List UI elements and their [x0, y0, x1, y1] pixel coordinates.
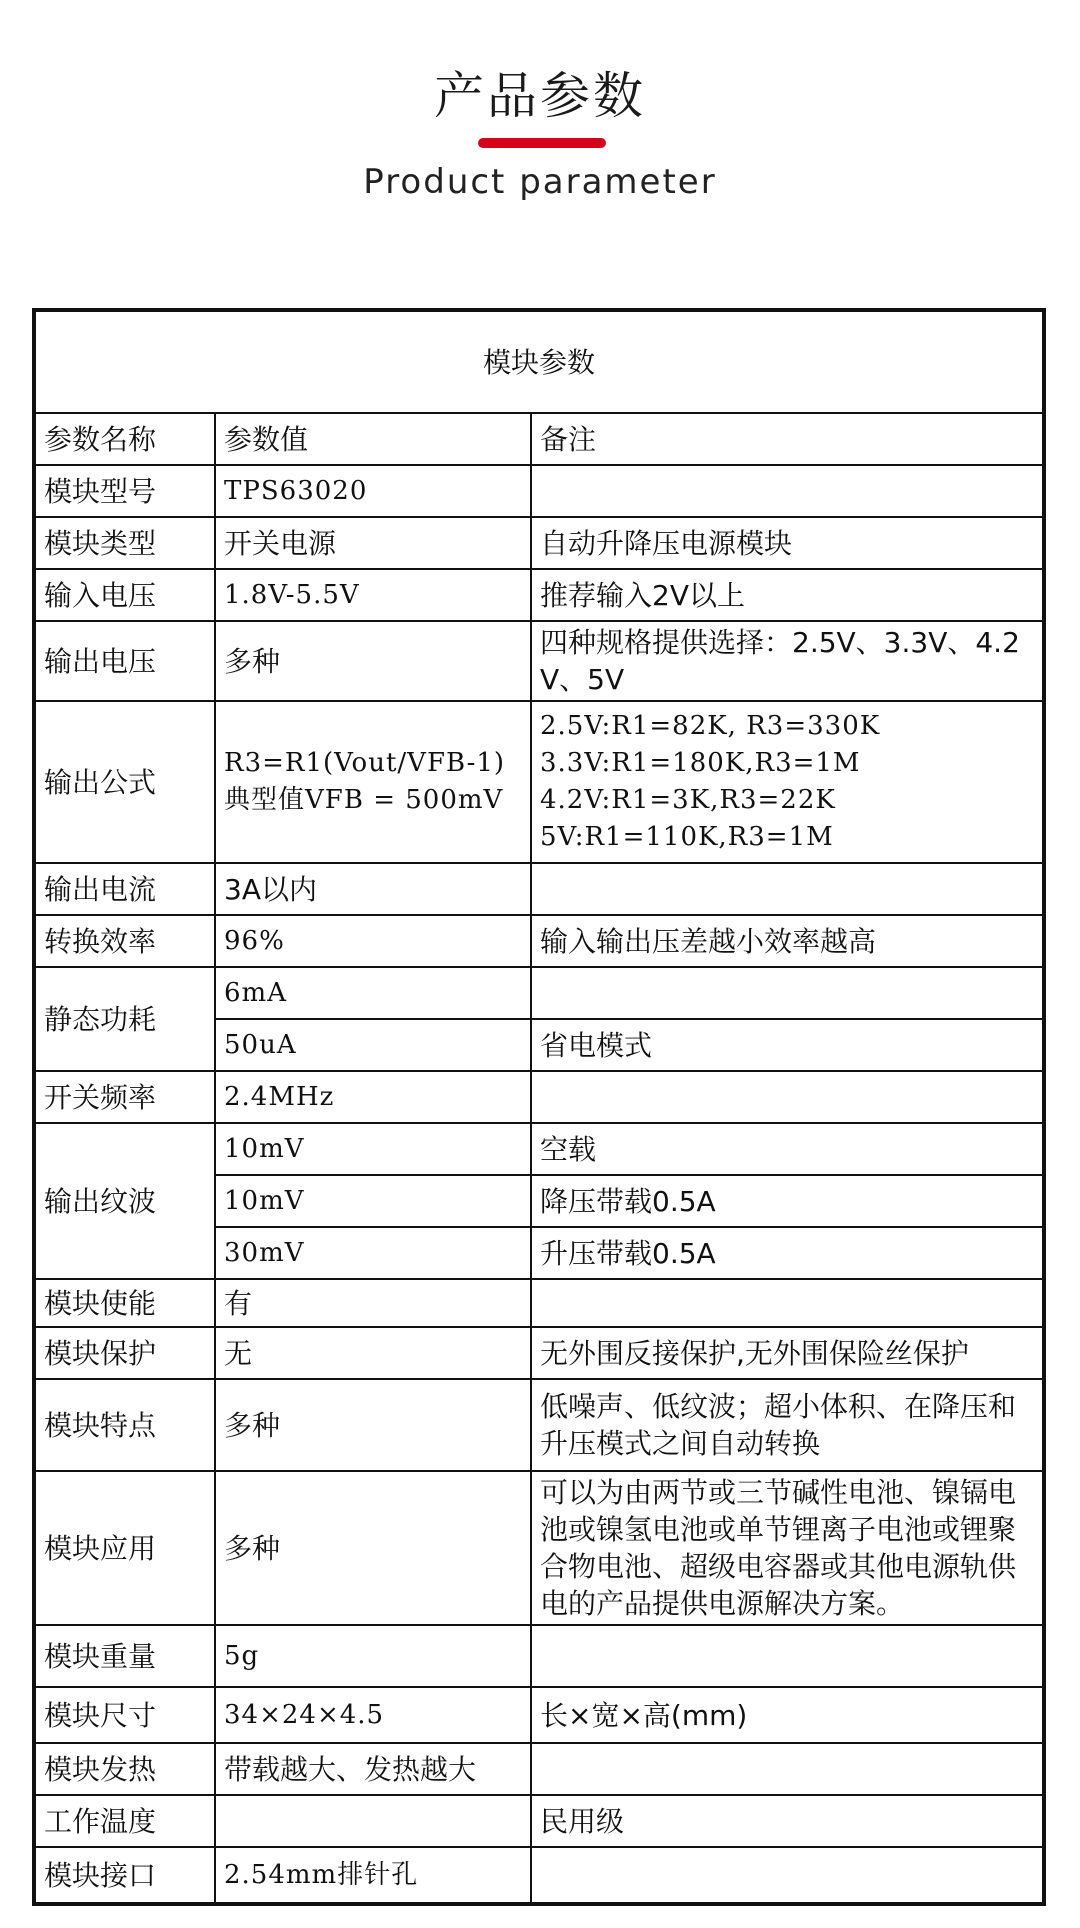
- table-row: [35, 915, 1043, 967]
- param-note: [531, 1743, 1043, 1795]
- table-row: [35, 1327, 1043, 1379]
- table-row: [35, 1687, 1043, 1743]
- param-value: 34×24×4.5: [215, 1687, 531, 1743]
- param-name: 模块接口: [35, 1847, 215, 1903]
- param-name: 模块使能: [35, 1279, 215, 1327]
- table-row: [35, 1279, 1043, 1327]
- param-value: 1.8V-5.5V: [215, 569, 531, 621]
- param-name: 输出纹波: [35, 1123, 215, 1279]
- table-row: [35, 621, 1043, 701]
- param-note: 民用级: [531, 1795, 1043, 1847]
- param-note: 无外围反接保护,无外围保险丝保护: [531, 1327, 1043, 1379]
- param-note: 可以为由两节或三节碱性电池、镍镉电池或镍氢电池或单节锂离子电池或锂聚合物电池、超级电容器或其他电源轨供电的产品提供电源解决方案。: [531, 1471, 1043, 1625]
- formula-example: 4.2V:R1=3K,R3=22K: [540, 785, 836, 815]
- param-name: 模块类型: [35, 517, 215, 569]
- param-value: 5g: [215, 1625, 531, 1687]
- param-value: 多种: [215, 1471, 531, 1625]
- table-row: [35, 569, 1043, 621]
- table-row: [35, 967, 1043, 1019]
- param-value: 2.54mm排针孔: [215, 1847, 531, 1903]
- param-value: [215, 1795, 531, 1847]
- param-note: [531, 1847, 1043, 1903]
- param-name: 模块保护: [35, 1327, 215, 1379]
- column-header-name: 参数名称: [35, 413, 215, 465]
- param-note: 四种规格提供选择：2.5V、3.3V、4.2V、5V: [531, 621, 1043, 701]
- formula-line: R3=R1(Vout/VFB-1): [224, 748, 506, 778]
- param-note: 降压带载0.5A: [531, 1175, 1043, 1227]
- param-value: 无: [215, 1327, 531, 1379]
- table-row: [35, 1847, 1043, 1903]
- param-value: 3A以内: [215, 863, 531, 915]
- table-row: [35, 1471, 1043, 1625]
- parameter-table: [32, 308, 1046, 1906]
- param-note: [531, 1625, 1043, 1687]
- param-value: 带载越大、发热越大: [215, 1743, 531, 1795]
- param-note: [531, 1071, 1043, 1123]
- param-name: 模块型号: [35, 465, 215, 517]
- table-caption: 模块参数: [35, 311, 1043, 413]
- table-row: [35, 1123, 1043, 1175]
- param-value: 多种: [215, 1379, 531, 1471]
- param-value: 6mA: [215, 967, 531, 1019]
- table-row: [35, 1795, 1043, 1847]
- param-name: 输出公式: [35, 701, 215, 863]
- param-name: 输入电压: [35, 569, 215, 621]
- param-note: 升压带载0.5A: [531, 1227, 1043, 1279]
- param-name: 工作温度: [35, 1795, 215, 1847]
- table-row: [35, 517, 1043, 569]
- table-row: [35, 1743, 1043, 1795]
- table-row: [35, 465, 1043, 517]
- param-value: 10mV: [215, 1175, 531, 1227]
- param-name: 模块重量: [35, 1625, 215, 1687]
- param-name: 模块尺寸: [35, 1687, 215, 1743]
- param-note: 自动升降压电源模块: [531, 517, 1043, 569]
- param-note: [531, 1279, 1043, 1327]
- param-name: 模块发热: [35, 1743, 215, 1795]
- title-accent-bar: [478, 138, 606, 148]
- param-name: 模块应用: [35, 1471, 215, 1625]
- param-note: [531, 465, 1043, 517]
- param-note: 推荐输入2V以上: [531, 569, 1043, 621]
- param-value: TPS63020: [215, 465, 531, 517]
- formula-example: 3.3V:R1=180K,R3=1M: [540, 748, 861, 778]
- param-name: 输出电压: [35, 621, 215, 701]
- table-row: [35, 701, 1043, 863]
- param-value: 10mV: [215, 1123, 531, 1175]
- param-name: 转换效率: [35, 915, 215, 967]
- param-value: 30mV: [215, 1227, 531, 1279]
- formula-example: 5V:R1=110K,R3=1M: [540, 822, 834, 852]
- param-value: 2.4MHz: [215, 1071, 531, 1123]
- param-note: 输入输出压差越小效率越高: [531, 915, 1043, 967]
- param-value: 开关电源: [215, 517, 531, 569]
- param-note: 省电模式: [531, 1019, 1043, 1071]
- table-row: [35, 1071, 1043, 1123]
- table-row: [35, 1625, 1043, 1687]
- formula-line: 典型值VFB = 500mV: [224, 785, 504, 815]
- param-note: 低噪声、低纹波；超小体积、在降压和升压模式之间自动转换: [531, 1379, 1043, 1471]
- param-note: [531, 863, 1043, 915]
- param-value: [215, 701, 531, 863]
- table-row: [35, 863, 1043, 915]
- param-name: 模块特点: [35, 1379, 215, 1471]
- param-value: 有: [215, 1279, 531, 1327]
- formula-example: 2.5V:R1=82K, R3=330K: [540, 711, 881, 741]
- table-header-row: [35, 413, 1043, 465]
- param-name: 输出电流: [35, 863, 215, 915]
- param-note: [531, 701, 1043, 863]
- column-header-note: 备注: [531, 413, 1043, 465]
- param-value: 96%: [215, 915, 531, 967]
- param-value: 50uA: [215, 1019, 531, 1071]
- page-title: 产品参数: [434, 67, 646, 125]
- column-header-value: 参数值: [215, 413, 531, 465]
- param-value: 多种: [215, 621, 531, 701]
- param-note: 空载: [531, 1123, 1043, 1175]
- table-row: [35, 1379, 1043, 1471]
- page-subtitle: Product parameter: [363, 162, 717, 202]
- param-note: [531, 967, 1043, 1019]
- param-name: 开关频率: [35, 1071, 215, 1123]
- param-note: 长×宽×高(mm): [531, 1687, 1043, 1743]
- param-name: 静态功耗: [35, 967, 215, 1071]
